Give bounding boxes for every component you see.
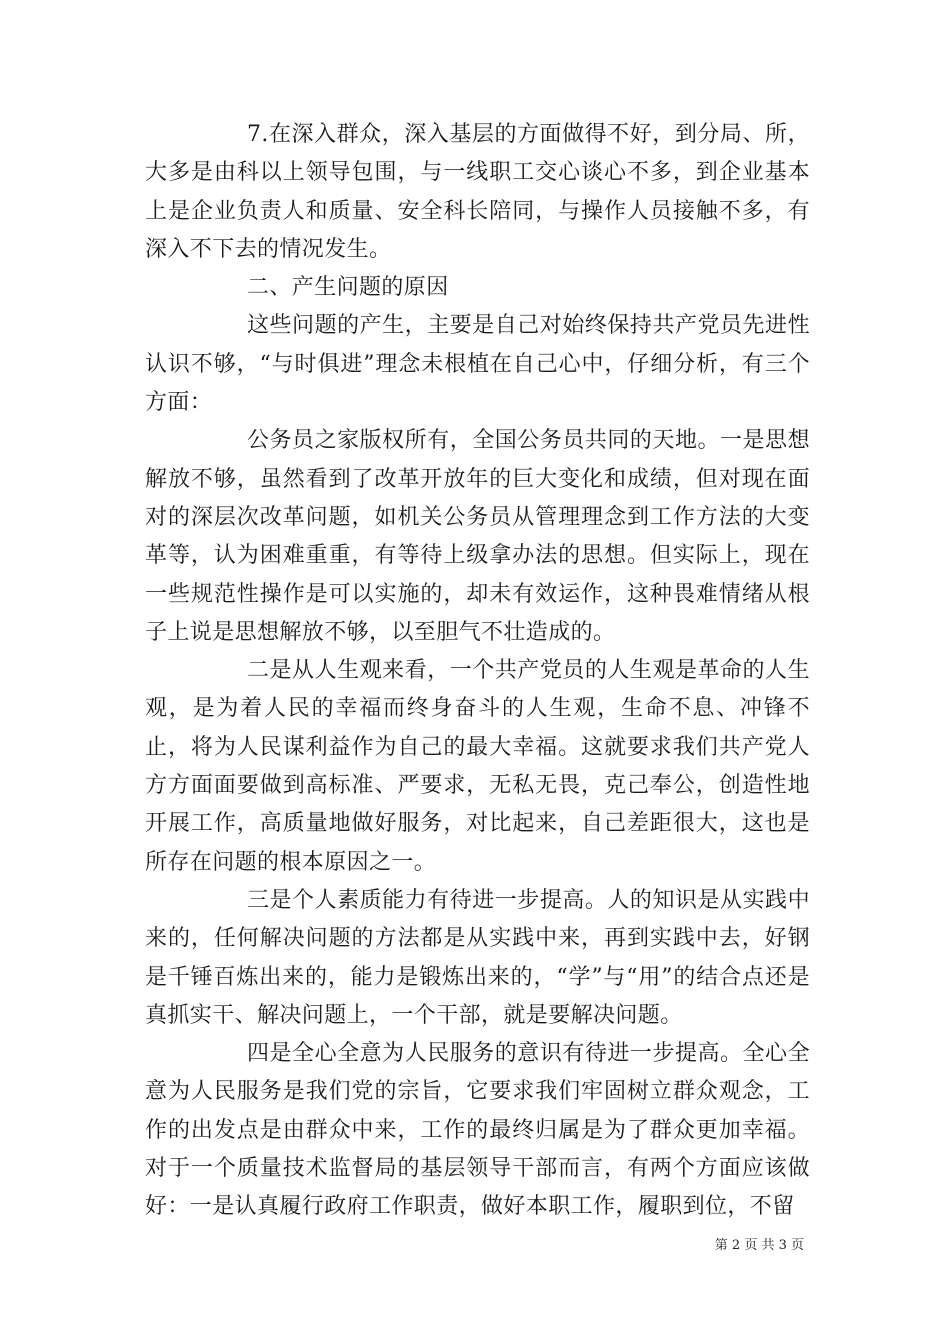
paragraph-reason-3: 三是个人素质能力有待进一步提高。人的知识是从实践中来的，任何解决问题的方法都是从实践中来，再到实践中去，好钢是千锤百炼出来的，能力是锻炼出来的，“学”与“用”的结合点还是真抓实干、解决问题上，一个干部，就是要解决问题。 bbox=[145, 887, 810, 1028]
paragraph-causes-intro: 这些问题的产生，主要是自己对始终保持共产党员先进性认识不够，“与时俱进”理念未根植在自己心中，仔细分析，有三个方面： bbox=[145, 313, 810, 416]
paragraph-item-7: 7.在深入群众，深入基层的方面做得不好，到分局、所，大多是由科以上领导包围，与一线职工交心谈心不多，到企业基本上是企业负责人和质量、安全科长陪同，与操作人员接触不多，有深入不下去的情况发生。 bbox=[145, 122, 810, 262]
paragraph-reason-1: 公务员之家版权所有，全国公务员共同的天地。一是思想解放不够，虽然看到了改革开放年的巨大变化和成绩，但对现在面对的深层次改革问题，如机关公务员从管理理念到工作方法的大变革等，认为困难重重，有等待上级拿办法的思想。但实际上，现在一些规范性操作是可以实施的，却未有效运作，这种畏难情绪从根子上说是思想解放不够，以至胆气不壮造成的。 bbox=[145, 428, 810, 645]
document-body bbox=[145, 116, 810, 1227]
paragraph-reason-4: 四是全心全意为人民服务的意识有待进一步提高。全心全意为人民服务是我们党的宗旨，它要求我们牢固树立群众观念，工作的出发点是由群众中来，工作的最终归属是为了群众更加幸福。对于一个质量技术监督局的基层领导干部而言，有两个方面应该做好：一是认真履行政府工作职责，做好本职工作，履职到位，不留 bbox=[145, 1041, 810, 1220]
section-heading-causes: 二、产生问题的原因 bbox=[247, 275, 449, 301]
paragraph-reason-2: 二是从人生观来看，一个共产党员的人生观是革命的人生观，是为着人民的幸福而终身奋斗的人生观，生命不息、冲锋不止，将为人民谋利益作为自己的最大幸福。这就要求我们共产党人方方面面要做到高标准、严要求，无私无畏，克己奉公，创造性地开展工作，高质量地做好服务，对比起来，自己差距很大，这也是所存在问题的根本原因之一。 bbox=[145, 658, 810, 875]
page-number-footer: 第 2 页 共 3 页 bbox=[714, 1238, 804, 1253]
